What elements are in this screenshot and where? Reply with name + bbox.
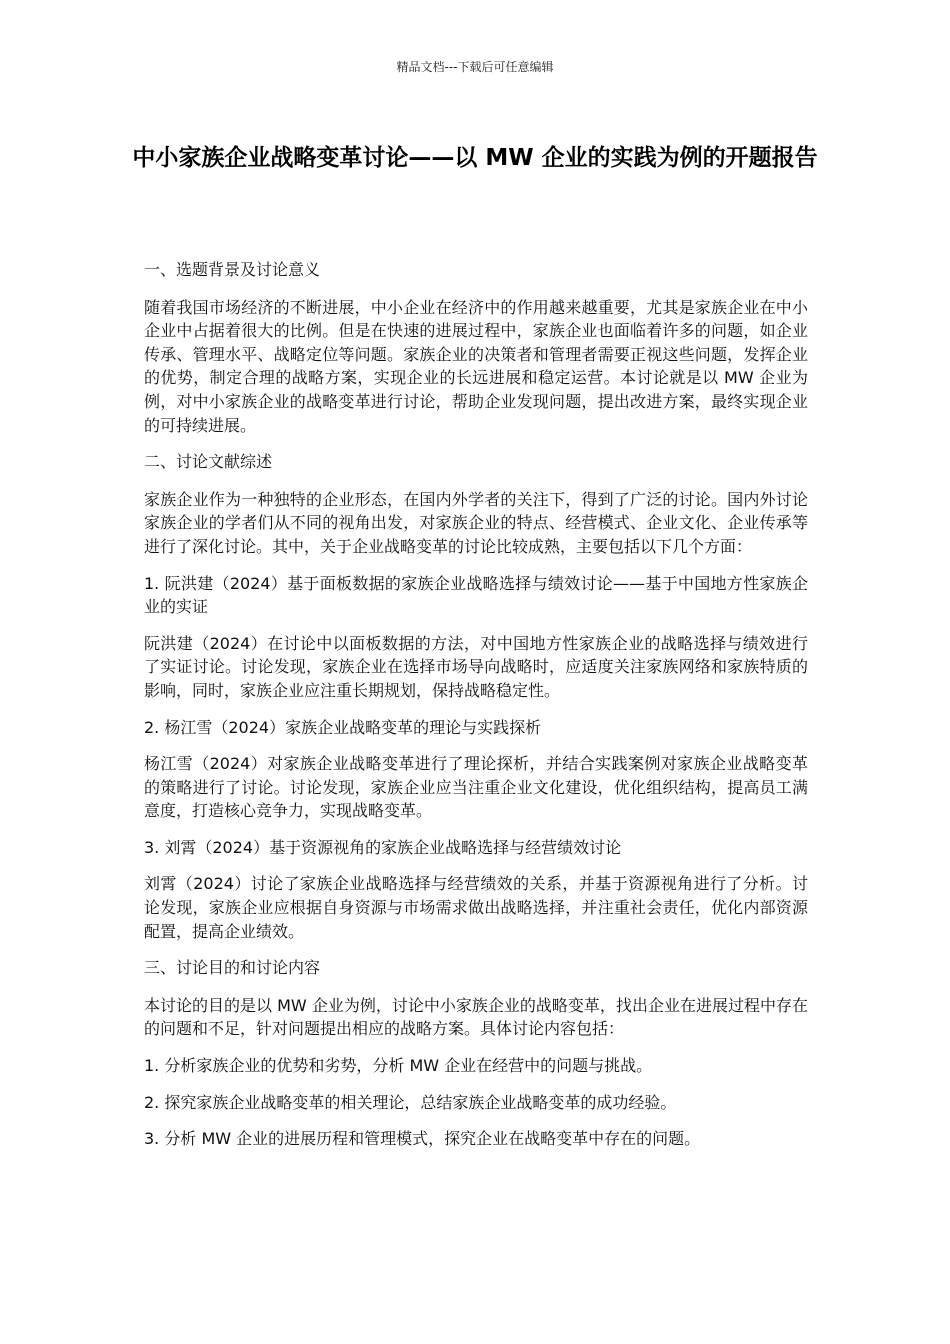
paragraph: 本讨论的目的是以 MW 企业为例，讨论中小家族企业的战略变革，找出企业在进展过程中存在的问题和不足，针对问题提出相应的战略方案。具体讨论内容包括： [144, 995, 808, 1039]
paragraph: 随着我国市场经济的不断进展，中小企业在经济中的作用越来越重要，尤其是家族企业在中小企业中占据着很大的比例。但是在快速的进展过程中，家族企业也面临着许多的问题，如企业传承、管理水平、战略定位等问题。家族企业的决策者和管理者需要正视这些问题，发挥企业的优势，制定合理的战略方案，实现企业的长远进展和稳定运营。本讨论就是以 MW 企业为例，对中小家族企业的战略变革进行讨论，帮助企业发现问题，提出改进方案，最终实现企业的可持续进展。 [144, 297, 808, 435]
paragraph: 阮洪建（2024）在讨论中以面板数据的方法，对中国地方性家族企业的战略选择与绩效进行了实证讨论。讨论发现，家族企业在选择市场导向战略时，应适度关注家族网络和家族特质的影响，同时，家族企业应注重长期规划，保持战略稳定性。 [144, 633, 808, 700]
list-item: 2. 探究家族企业战略变革的相关理论，总结家族企业战略变革的成功经验。 [144, 1092, 677, 1112]
list-item: 3. 分析 MW 企业的进展历程和管理模式，探究企业在战略变革中存在的问题。 [144, 1129, 701, 1149]
page-header-note: 精品文档---下载后可任意编辑 [396, 60, 554, 74]
paragraph: 杨江雪（2024）对家族企业战略变革进行了理论探析，并结合实践案例对家族企业战略变革的策略进行了讨论。讨论发现，家族企业应当注重企业文化建设，优化组织结构，提高员工满意度，打造核心竞争力，实现战略变革。 [144, 754, 808, 821]
section-heading: 一、选题背景及讨论意义 [144, 260, 321, 279]
paragraph: 家族企业作为一种独特的企业形态，在国内外学者的关注下，得到了广泛的讨论。国内外讨论家族企业的学者们从不同的视角出发，对家族企业的特点、经营模式、企业文化、企业传承等进行了深化讨论。其中，关于企业战略变革的讨论比较成熟，主要包括以下几个方面： [144, 489, 808, 556]
document-body [144, 258, 808, 1164]
document-title: 中小家族企业战略变革讨论——以 MW 企业的实践为例的开题报告 [132, 145, 818, 171]
literature-item-title: 3. 刘霄（2024）基于资源视角的家族企业战略选择与经营绩效讨论 [144, 837, 622, 857]
section-heading: 三、讨论目的和讨论内容 [144, 958, 321, 978]
paragraph: 刘霄（2024）讨论了家族企业战略选择与经营绩效的关系，并基于资源视角进行了分析。讨论发现，家族企业应根据自身资源与市场需求做出战略选择，并注重社会责任，优化内部资源配置，提高企业绩效。 [144, 874, 808, 941]
literature-item-title: 1. 阮洪建（2024）基于面板数据的家族企业战略选择与绩效讨论——基于中国地方性家族企业的实证 [144, 573, 808, 617]
list-item: 1. 分析家族企业的优势和劣势，分析 MW 企业在经营中的问题与挑战。 [144, 1056, 653, 1076]
section-heading: 二、讨论文献综述 [144, 452, 273, 472]
literature-item-title: 2. 杨江雪（2024）家族企业战略变革的理论与实践探析 [144, 717, 542, 737]
